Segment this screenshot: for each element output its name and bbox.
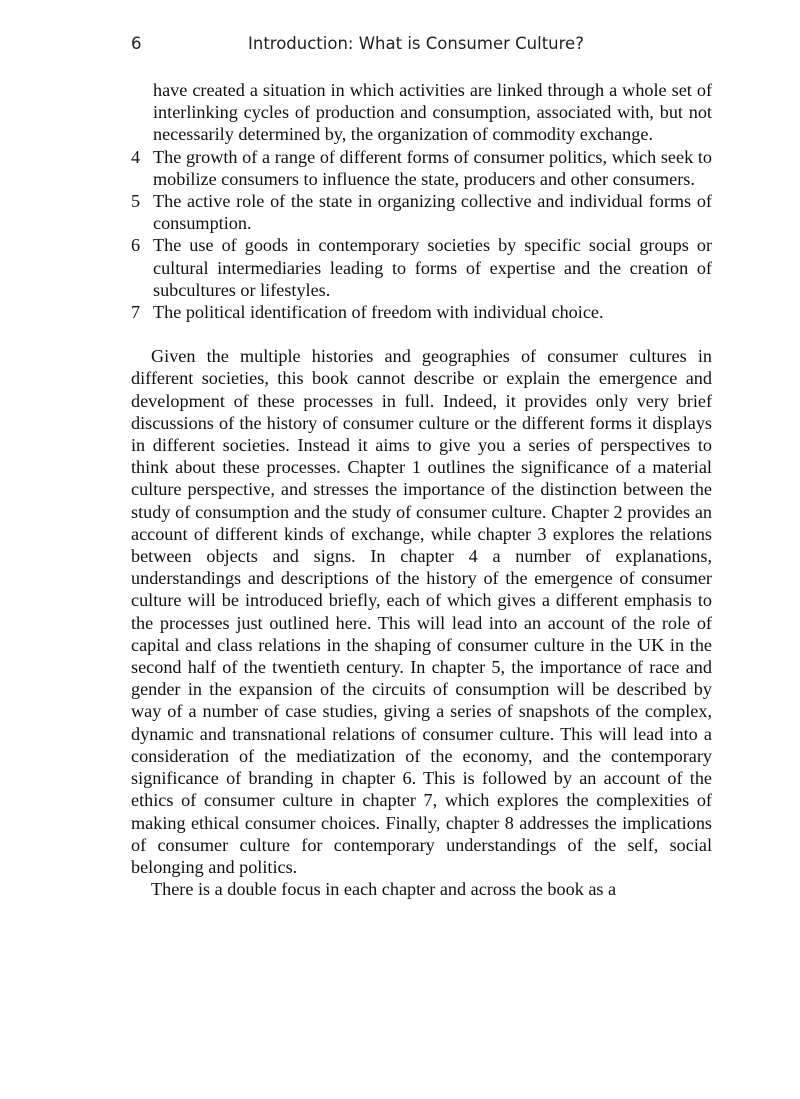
list-item <box>131 301 712 323</box>
list-item-text: The growth of a range of different forms of consumer politics, which seek to mobilize consumers to influence the state, producers and other consumers. <box>153 146 712 189</box>
list-item-number: 7 <box>131 302 141 323</box>
list-item <box>131 146 712 190</box>
numbered-list <box>131 146 712 324</box>
running-head: Introduction: What is Consumer Culture? <box>248 34 584 53</box>
page-body <box>131 79 712 900</box>
list-item <box>131 190 712 234</box>
list-item-text: The active role of the state in organizing collective and individual forms of consumption. <box>153 191 712 234</box>
list-item-continuation: have created a situation in which activities are linked through a whole set of interlinking cycles of production and consumption, associated with, but not necessarily determined by, the organization of commodity exchange. <box>153 80 712 145</box>
list-item-number: 4 <box>131 146 141 167</box>
list-item <box>131 234 712 301</box>
list-item-text: The political identification of freedom with individual choice. <box>153 302 604 323</box>
page-number: 6 <box>131 34 142 53</box>
list-item-text: The use of goods in contemporary societies by specific social groups or cultural intermediaries leading to forms of expertise and the creation of subcultures or lifestyles. <box>153 235 712 300</box>
body-paragraph-continued: There is a double focus in each chapter and across the book as a <box>151 879 617 900</box>
body-paragraph: Given the multiple histories and geographies of consumer cultures in different societies, this book cannot describe or explain the emergence and development of these processes in full. Indeed, it provides only very brief discussions of the history of consumer culture or the different forms it displays in different societies. Instead it aims to give you a series of perspectives to think about these processes. Chapter 1 outlines the significance of a material culture perspective, and stresses the importance of the distinction between the study of consumption and the study of consumer culture. Chapter 2 provides an account of different kinds of exchange, while chapter 3 explores the relations between objects and signs. In chapter 4 a number of explanations, understandings and descriptions of the history of the emergence of consumer culture will be introduced briefly, each of which gives a different emphasis to the processes just outlined here. This will lead into an account of the role of capital and class relations in the shaping of consumer culture in the UK in the second half of the twentieth century. In chapter 5, the importance of race and gender in the expansion of the circuits of consumption will be described by way of a number of case studies, giving a series of snapshots of the complex, dynamic and transnational relations of consumer culture. This will lead into a consideration of the mediatization of the economy, and the contemporary significance of branding in chapter 6. This is followed by an account of the ethics of consumer culture in chapter 7, which explores the complexities of making ethical consumer choices. Finally, chapter 8 addresses the implications of consumer culture for contemporary understandings of the self, social belonging and politics. <box>131 346 712 877</box>
list-item-number: 5 <box>131 191 141 212</box>
list-item-number: 6 <box>131 235 141 256</box>
page-header <box>0 34 800 60</box>
